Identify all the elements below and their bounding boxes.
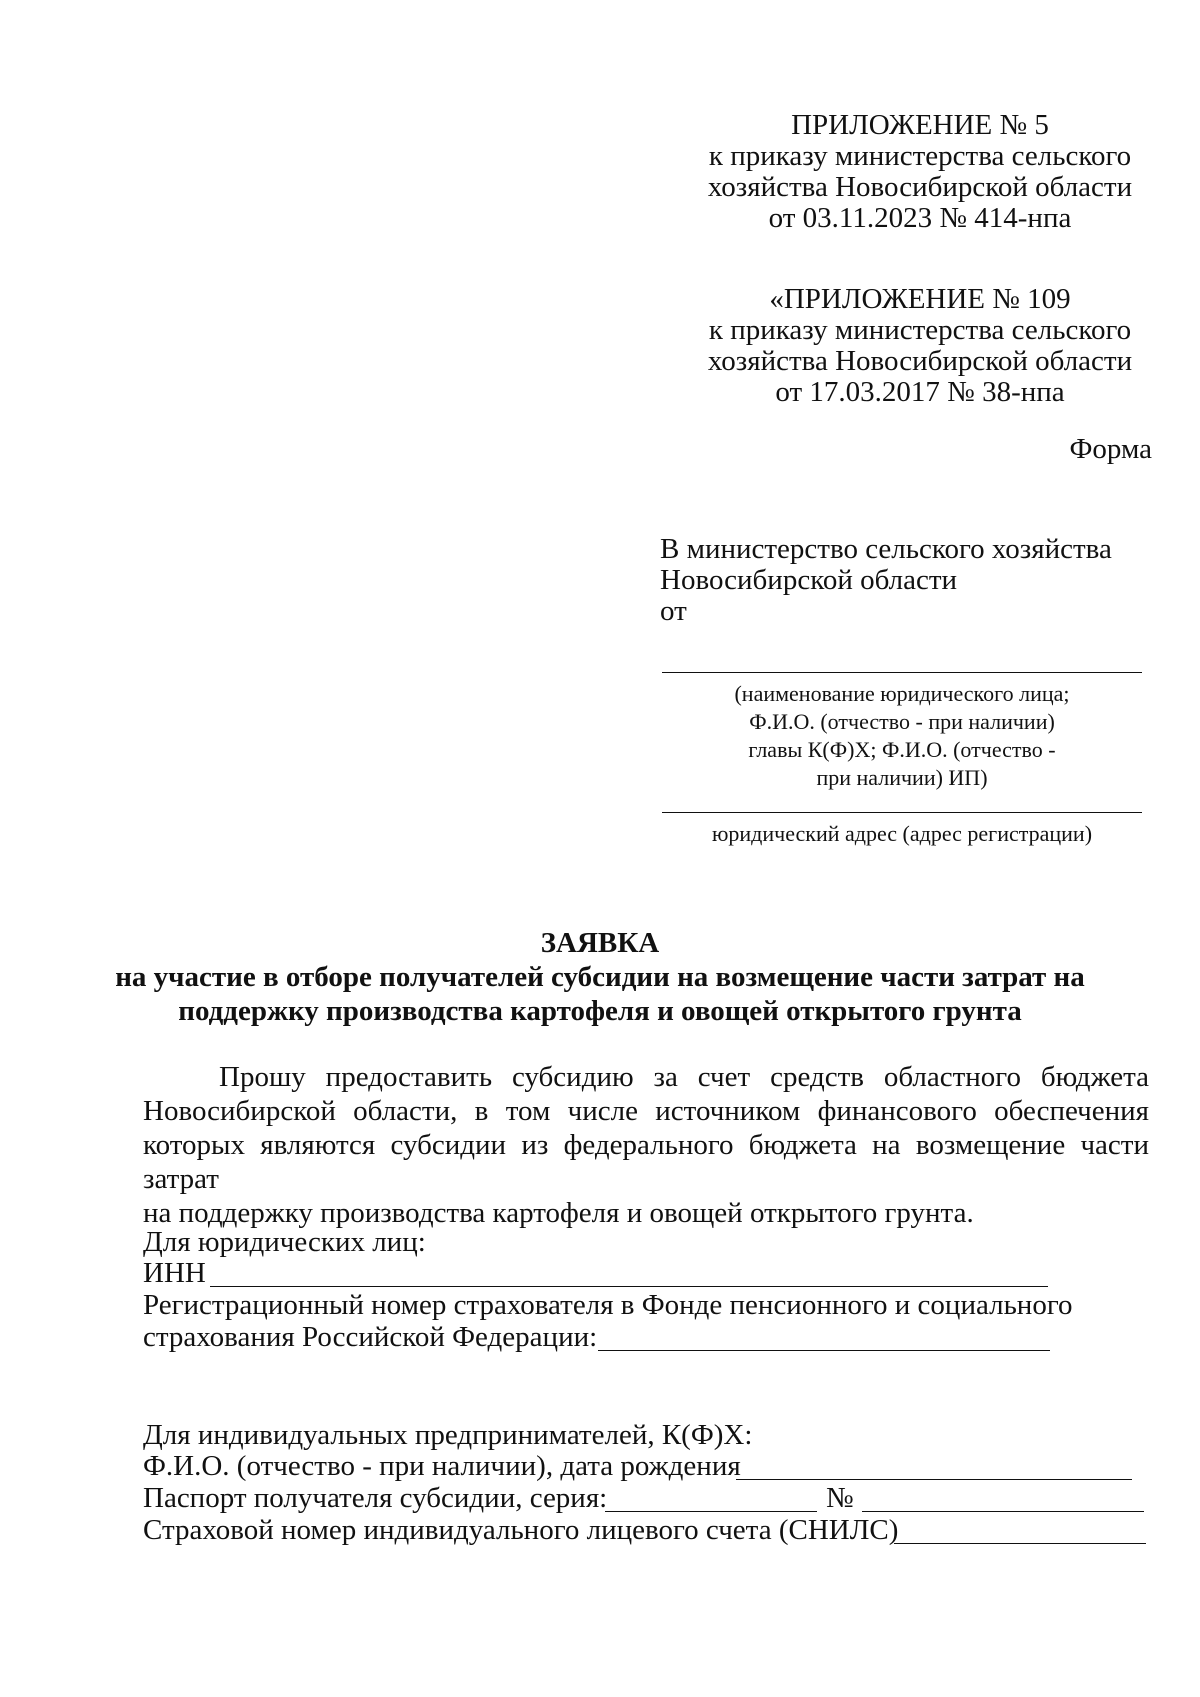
snils-field[interactable] [894,1543,1146,1544]
appendix109-title: «ПРИЛОЖЕНИЕ № 109 [769,283,1071,315]
legal-address-line[interactable] [662,812,1142,813]
paragraph-row-4: на поддержку производства картофеля и овощей открытого грунта. [143,1197,974,1229]
appendix5-line1: к приказу министерства сельского [708,140,1132,172]
document-title: ЗАЯВКА [540,927,660,959]
individual-header: Для индивидуальных предпринимателей, К(Ф)Х: [143,1419,753,1451]
appendix5-line2: хозяйства Новосибирской области [707,171,1133,203]
inn-field[interactable] [210,1286,1048,1287]
paragraph-row-1: Прошу предоставить субсидию за счет средств областного бюджета [219,1061,1149,1093]
caption-name2: Ф.И.О. (отчество - при наличии) [749,709,1055,734]
reg-number-label-2: страхования Российской Федерации: [143,1321,598,1353]
caption-name3: главы К(Ф)Х; Ф.И.О. (отчество - [748,737,1056,762]
addressee-line1: В министерство сельского хозяйства [660,533,1112,565]
caption-name1: (наименование юридического лица; [734,681,1070,706]
addressee-line3: от [660,595,687,627]
appendix109-line3: от 17.03.2017 № 38-нпа [775,376,1065,408]
caption-name4: при наличии) ИП) [816,765,988,790]
appendix5-line3: от 03.11.2023 № 414-нпа [768,202,1072,234]
fio-birthdate-field[interactable] [736,1479,1132,1480]
paragraph-row-2: Новосибирской области, в том числе источником финансового обеспечения [143,1095,1149,1127]
inn-label: ИНН [143,1257,206,1289]
legal-header: Для юридических лиц: [143,1226,426,1258]
appendix5-title: ПРИЛОЖЕНИЕ № 5 [791,109,1049,141]
addressee-line2: Новосибирской области [660,564,958,596]
passport-number-field[interactable] [862,1511,1144,1512]
document-subtitle-1: на участие в отборе получателей субсидии на возмещение части затрат на [115,961,1085,993]
appendix109-line2: хозяйства Новосибирской области [707,345,1133,377]
reg-number-field[interactable] [598,1350,1050,1351]
request-paragraph [143,1060,1149,1230]
appendix109-line1: к приказу министерства сельского [708,314,1132,346]
snils-label: Страховой номер индивидуального лицевого счета (СНИЛС) [143,1514,899,1546]
caption-address: юридический адрес (адрес регистрации) [711,821,1093,846]
form-label: Форма [1069,433,1152,465]
applicant-name-line[interactable] [662,672,1142,673]
document-subtitle-2: поддержку производства картофеля и овощей открытого грунта [178,995,1022,1027]
fio-label: Ф.И.О. (отчество - при наличии), дата рождения [143,1450,741,1482]
passport-series-label: Паспорт получателя субсидии, серия: [143,1482,608,1514]
reg-number-label-1: Регистрационный номер страхователя в Фонде пенсионного и социального [143,1289,1073,1321]
passport-series-field[interactable] [605,1511,817,1512]
passport-number-label: № [826,1482,854,1514]
paragraph-row-3: которых являются субсидии из федерального бюджета на возмещение части затрат [143,1129,1149,1195]
